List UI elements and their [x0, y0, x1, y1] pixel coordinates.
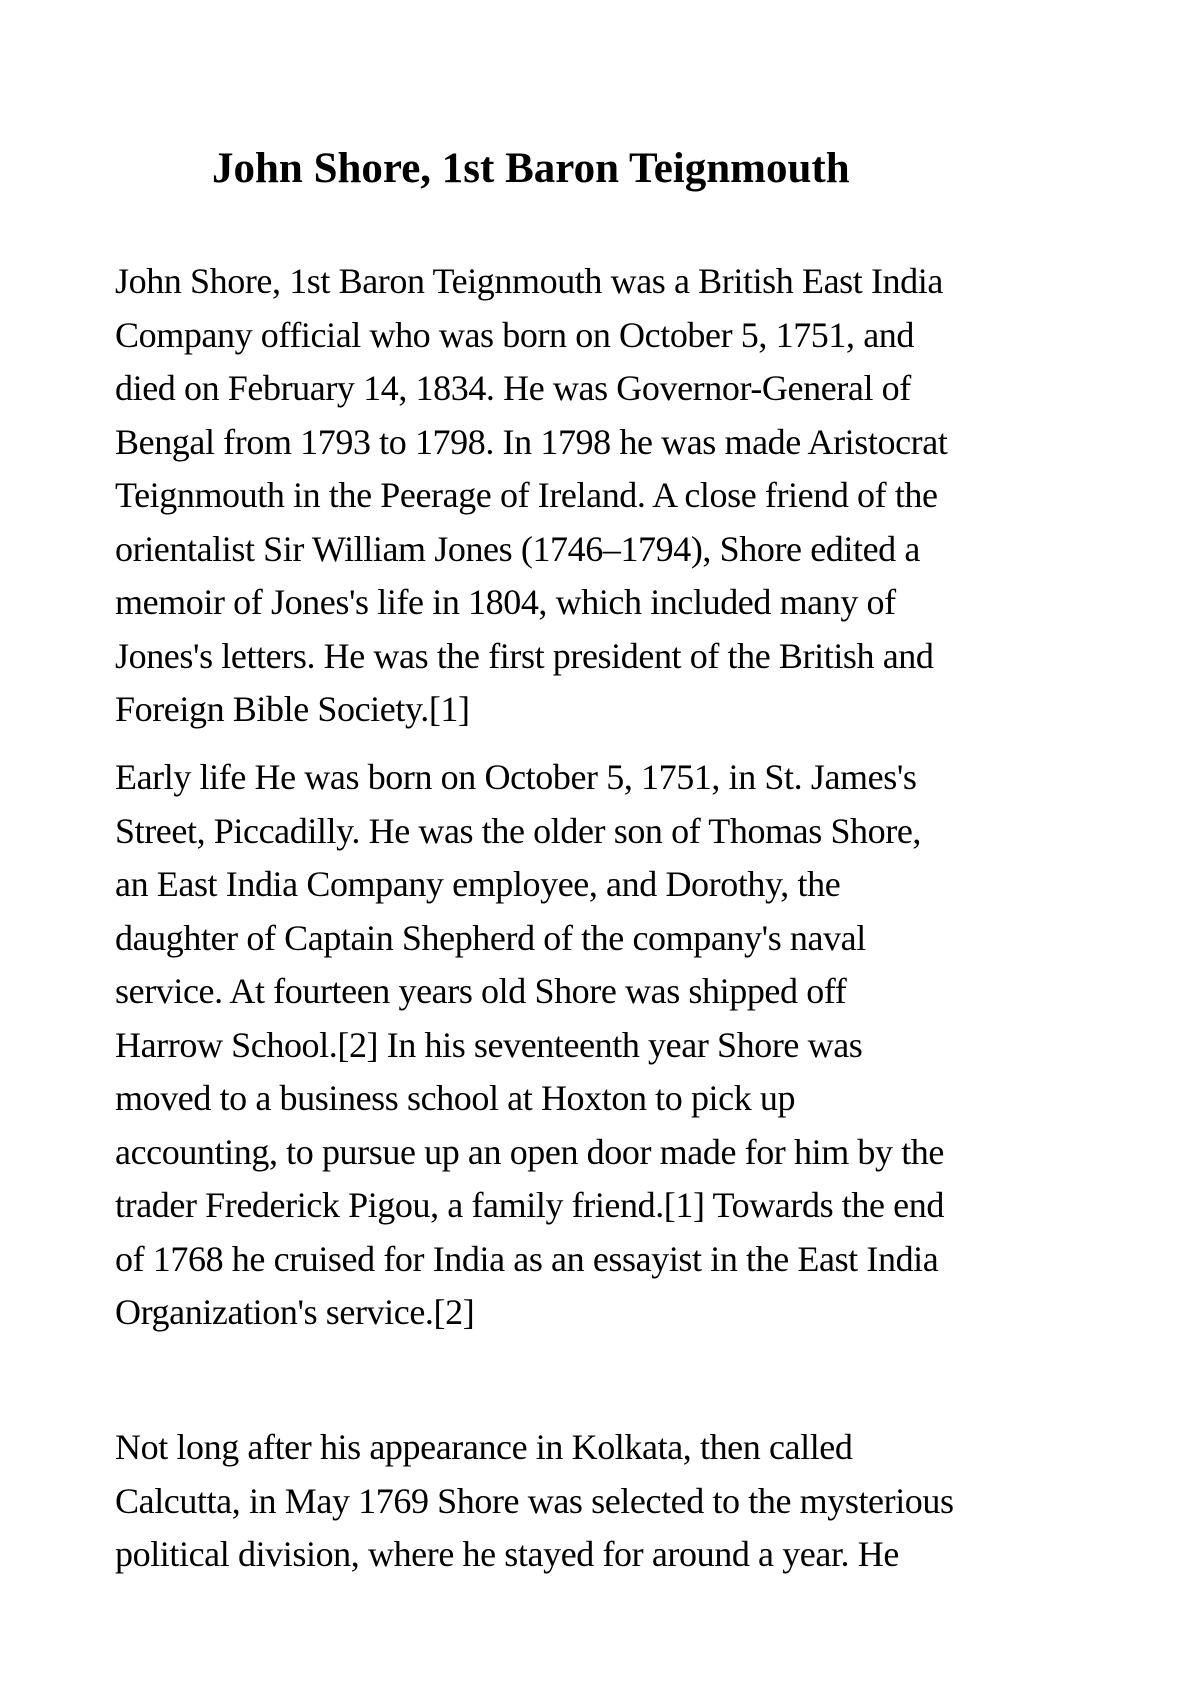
- text-line: Not long after his appearance in Kolkata, then called: [115, 1427, 853, 1467]
- text-line: Organization's service.[2]: [115, 1292, 475, 1332]
- text-line: memoir of Jones's life in 1804, which included many of: [115, 582, 896, 622]
- text-line: Early life He was born on October 5, 1751, in St. James's: [115, 757, 917, 797]
- text-line: trader Frederick Pigou, a family friend.[1] Towards the end: [115, 1185, 944, 1225]
- text-line: orientalist Sir William Jones (1746–1794), Shore edited a: [115, 528, 920, 569]
- text-line: accounting, to pursue up an open door made for him by the: [115, 1131, 944, 1172]
- paragraph-calcutta: [115, 1421, 1115, 1582]
- text-line: died on February 14, 1834. He was Governor-General of: [115, 368, 911, 408]
- text-line: Company official who was born on October 5, 1751, and: [115, 314, 914, 355]
- text-line: service. At fourteen years old Shore was shipped off: [115, 971, 847, 1011]
- text-line: John Shore, 1st Baron Teignmouth was a British East India: [115, 261, 943, 301]
- text-line: an East India Company employee, and Dorothy, the: [115, 864, 841, 904]
- text-line: of 1768 he cruised for India as an essayist in the East India: [115, 1238, 939, 1279]
- text-line: Calcutta, in May 1769 Shore was selected to the mysterious: [115, 1480, 954, 1521]
- text-line: Teignmouth in the Peerage of Ireland. A close friend of the: [115, 475, 938, 515]
- document-title: John Shore, 1st Baron Teignmouth: [212, 145, 850, 192]
- paragraph-introduction: [115, 255, 1115, 737]
- text-line: Harrow School.[2] In his seventeenth year Shore was: [115, 1024, 863, 1065]
- text-line: political division, where he stayed for around a year. He: [115, 1534, 899, 1574]
- paragraph-early-life: [115, 751, 1115, 1340]
- text-line: daughter of Captain Shepherd of the company's naval: [115, 917, 866, 958]
- text-line: Street, Piccadilly. He was the older son of Thomas Shore,: [115, 810, 922, 851]
- text-line: moved to a business school at Hoxton to pick up: [115, 1078, 796, 1118]
- text-line: Jones's letters. He was the first president of the British and: [115, 635, 934, 676]
- text-line: Foreign Bible Society.[1]: [115, 689, 470, 729]
- text-line: Bengal from 1793 to 1798. In 1798 he was made Aristocrat: [115, 421, 948, 462]
